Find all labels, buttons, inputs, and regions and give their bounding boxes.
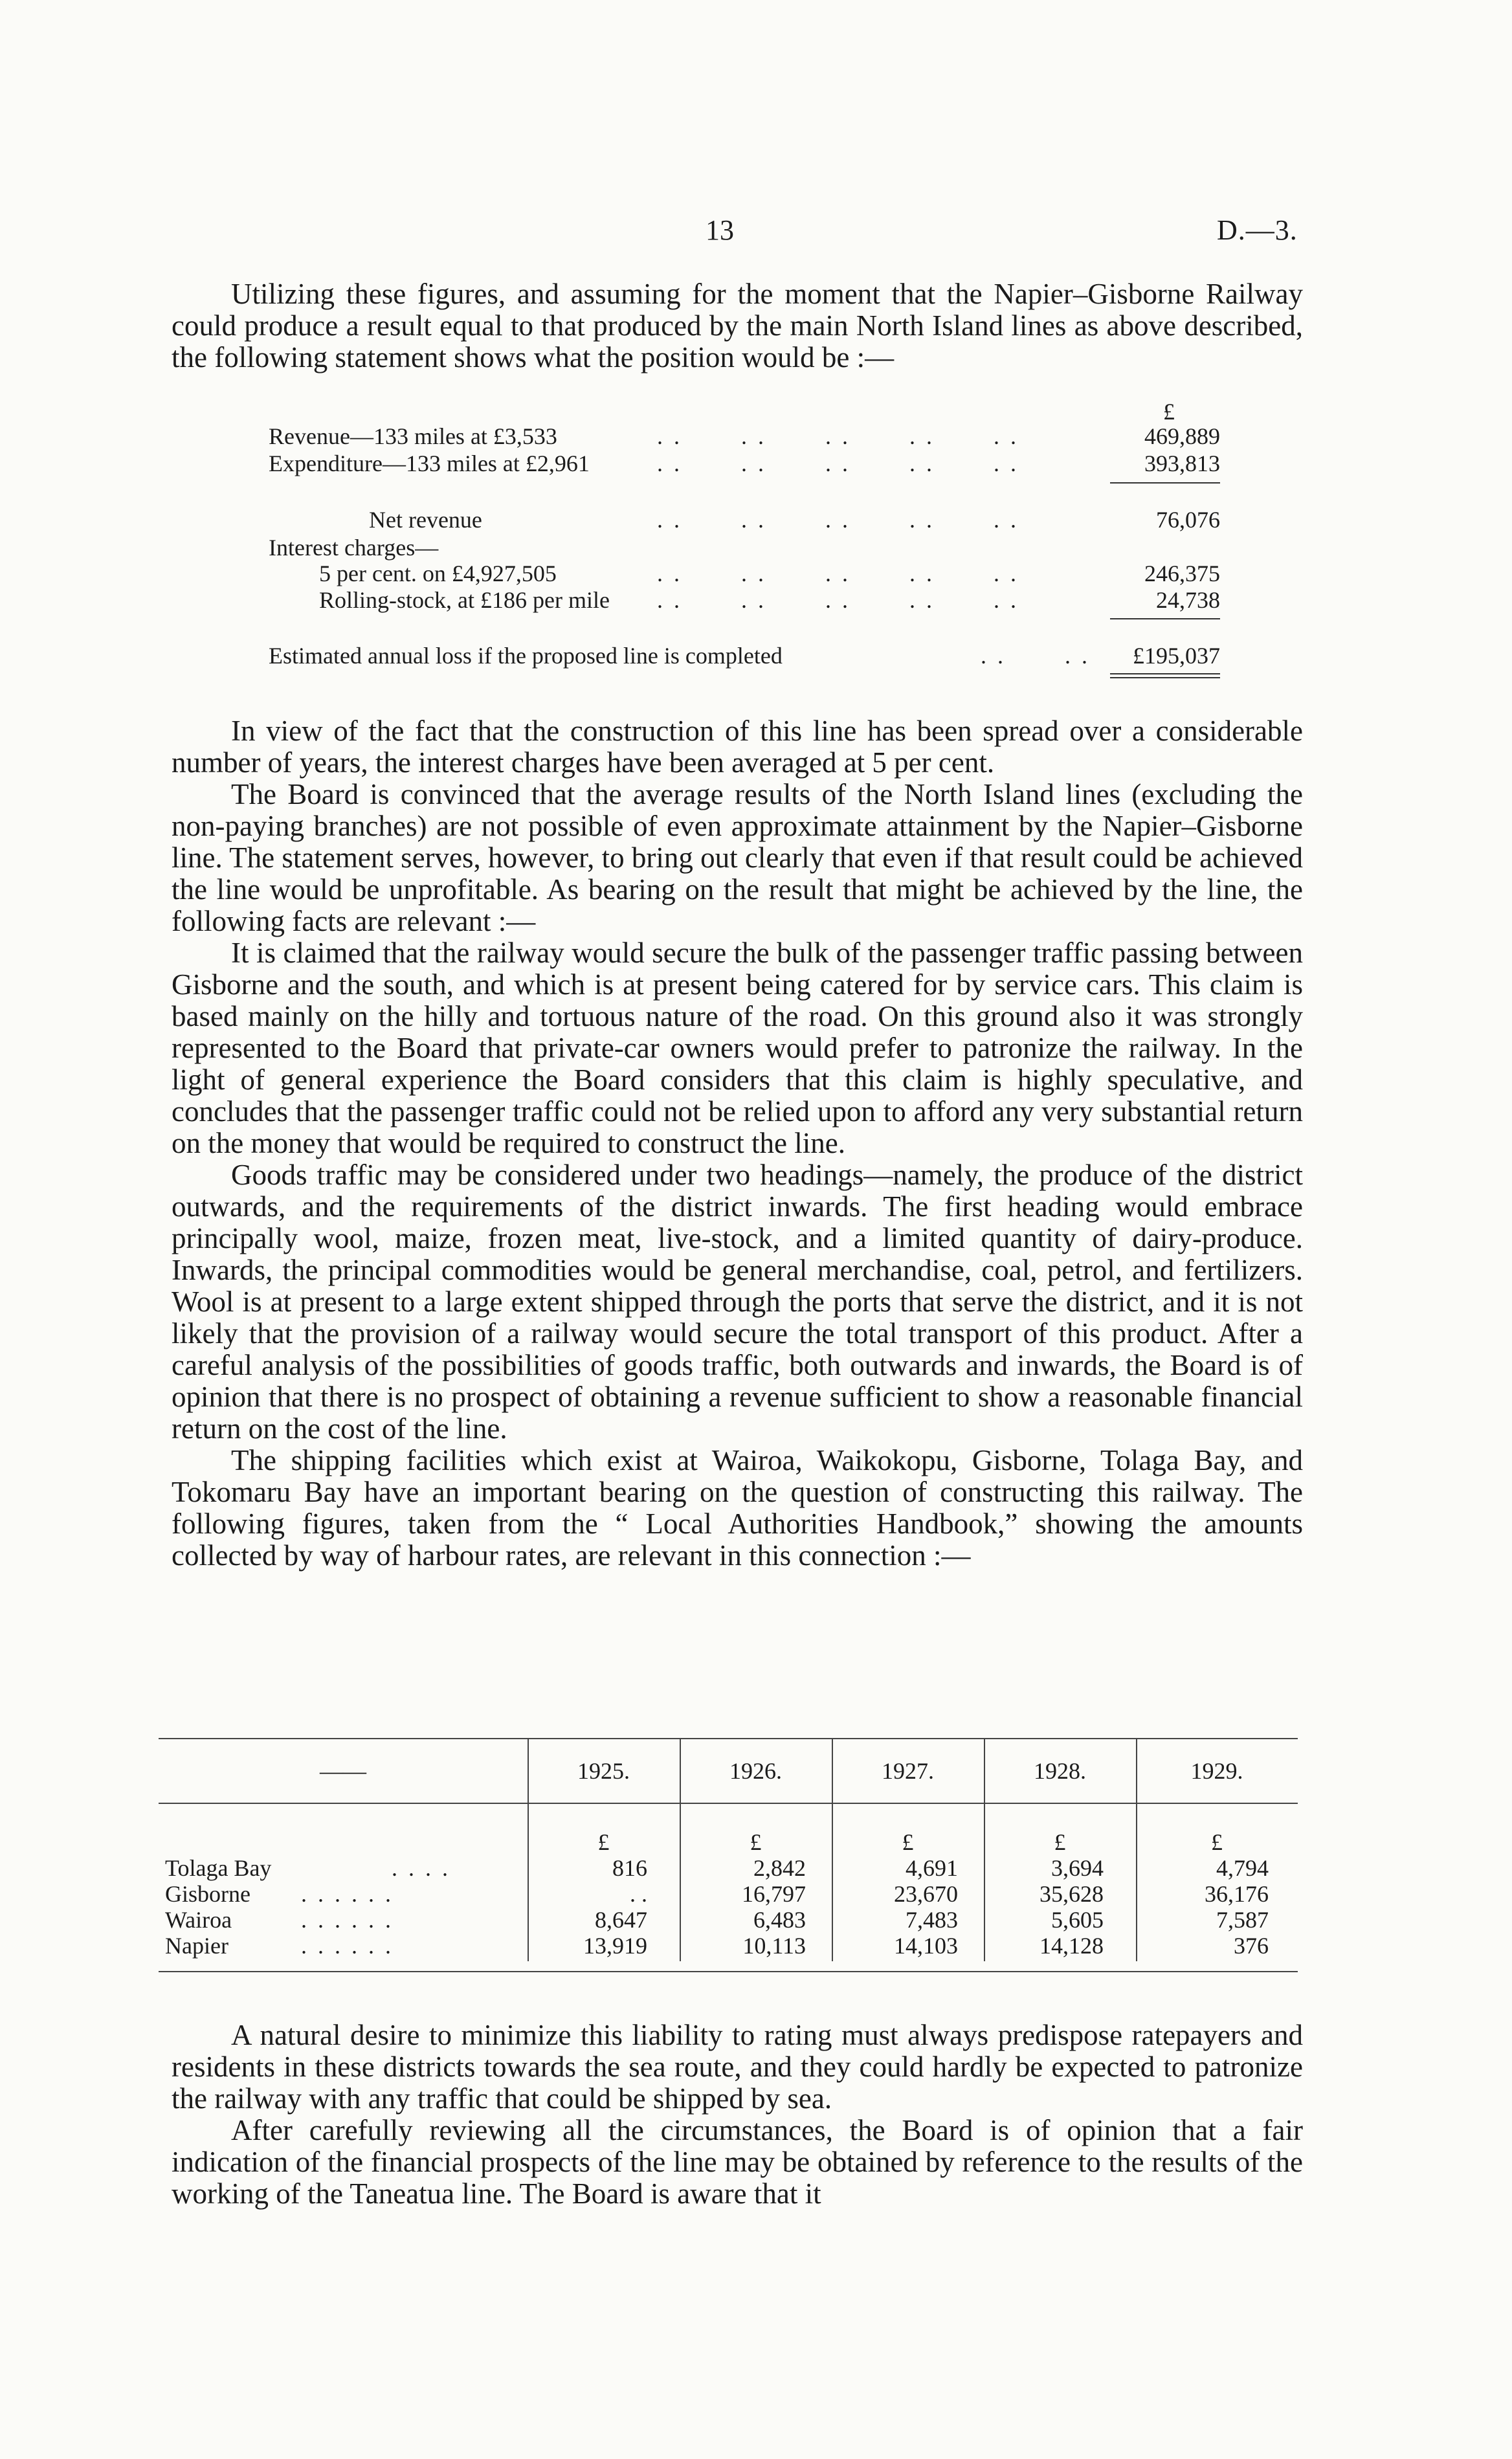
leader-dots: . . . . . . <box>301 1881 394 1907</box>
loss-value: £195,037 <box>1133 643 1220 669</box>
interest-a-value: 246,375 <box>1144 561 1220 586</box>
table-cell: 14,103 <box>894 1933 958 1959</box>
column-header-1925: 1925. <box>577 1758 630 1784</box>
statement-row-interest <box>269 534 1220 562</box>
intro-paragraph: Utilizing these figures, and assuming for the moment that the Napier–Gisborne Railway could produce a result equal to that produced by the main North Island lines as above described, the following statement shows what the position would be :— <box>172 278 1303 373</box>
paragraph: The shipping facilities which exist at Wairoa, Waikokopu, Gisborne, Tolaga Bay, and Tokomaru Bay have an important bearing on the question of constructing this railway. The following figures, taken from the “ Local Authorities Handbook,” showing the amounts collected by way of harbour rates, are relevant in this connection :— <box>172 1444 1303 1572</box>
interest-b-value: 24,738 <box>1156 587 1220 613</box>
row-label: Gisborne <box>165 1881 250 1907</box>
table-cell: 8,647 <box>595 1907 647 1933</box>
paragraph: A natural desire to minimize this liability to rating must always predispose ratepayers and residents in these districts towards the sea route, and they could hardly be expected to patronize the railway with any traffic that could be shipped by sea. <box>172 2019 1303 2115</box>
table-cell: 7,587 <box>1216 1907 1269 1933</box>
table-cell: 14,128 <box>1040 1933 1104 1959</box>
table-cell: 16,797 <box>742 1881 806 1907</box>
paragraph: Goods traffic may be considered under two headings—namely, the produce of the district outwards, and the requirements of the district inwards. The first heading would embrace principally wool, maize, frozen meat, live-stock, and a limited quantity of dairy-produce. Inwards, the principal commodities would be general merchandise, coal, petrol, and fertilizers. Wool is at present to a large extent shipped through the ports that serve the district, and it is not likely that the provision of a railway would secure the total transport of this product. After a careful analysis of the possibilities of goods traffic, both outwards and inwards, the Board is of opinion that there is no prospect of obtaining a revenue sufficient to show a reasonable financial return on the cost of the line. <box>172 1159 1303 1445</box>
table-cell: 7,483 <box>906 1907 958 1933</box>
table-cell: 376 <box>1234 1933 1269 1959</box>
statement-row-interest-b <box>269 586 1220 615</box>
revenue-value: 469,889 <box>1144 423 1220 449</box>
double-rule <box>1110 673 1220 674</box>
column-header-1927: 1927. <box>882 1758 934 1784</box>
statement-row-expenditure <box>269 450 1220 478</box>
body-text <box>172 715 1303 1572</box>
table-cell: 35,628 <box>1040 1881 1104 1907</box>
expenditure-label: Expenditure—133 miles at £2,961 <box>269 451 590 476</box>
leader-dots: . . . . <box>981 643 1090 669</box>
table-cell: 3,694 <box>1051 1855 1104 1881</box>
table-cell: 10,113 <box>742 1933 806 1959</box>
harbour-rates-table <box>159 1738 1298 2003</box>
document-reference: D.—3. <box>1217 214 1298 246</box>
table-rule <box>159 1971 1298 1972</box>
table-cell: 4,794 <box>1216 1855 1269 1881</box>
leader-dots: . . . . . . . . . . <box>657 507 1019 533</box>
table-corner: —— <box>320 1758 366 1784</box>
table-rule <box>159 1803 1298 1804</box>
leader-dots: . . . . . . . . . . <box>657 561 1019 586</box>
closing-text <box>172 2019 1303 2210</box>
row-label: Tolaga Bay <box>165 1855 272 1881</box>
row-label: Napier <box>165 1933 228 1959</box>
currency-mark: £ <box>597 1829 610 1855</box>
statement-row-revenue <box>269 423 1220 451</box>
column-header-1929: 1929. <box>1190 1758 1243 1784</box>
leader-dots: . . . . . . . . . . <box>657 423 1019 449</box>
paragraph: It is claimed that the railway would secure the bulk of the passenger traffic passing between Gisborne and the south, and which is at present being catered for by service cars. This claim is based mainly on the hilly and tortuous nature of the road. On this ground also it was strongly represented to the Board that private-car owners would prefer to patronize the railway. In the light of general experience the Board considers that this claim is highly speculative, and concludes that the passenger traffic could not be relied upon to afford any very substantial return on the money that would be required to construct the line. <box>172 937 1303 1159</box>
double-rule <box>1110 677 1220 678</box>
leader-dots: . . . . . . . . . . <box>657 451 1019 476</box>
paragraph: The Board is convinced that the average results of the North Island lines (excluding the non-paying branches) are not possible of even approximate attainment by the Napier–Gisborne line. The statement serves, however, to bring out clearly that even if that result could be achieved the line would be unprofitable. As bearing on the result that might be achieved by the line, the following facts are relevant :— <box>172 778 1304 937</box>
interest-b-label: Rolling-stock, at £186 per mile <box>319 587 610 613</box>
net-revenue-label: Net revenue <box>369 507 482 533</box>
sum-rule <box>1110 618 1220 619</box>
currency-mark: £ <box>902 1829 914 1855</box>
column-header-1926: 1926. <box>729 1758 782 1784</box>
paragraph: After carefully reviewing all the circumstances, the Board is of opinion that a fair indication of the financial prospects of the line may be obtained by reference to the results of the working of the Taneatua line. The Board is aware that it <box>172 2114 1303 2210</box>
table-cell: 23,670 <box>894 1881 958 1907</box>
page-header <box>0 214 1512 252</box>
table-cell: 6,483 <box>753 1907 806 1933</box>
statement-row-net <box>269 506 1220 535</box>
interest-a-label: 5 per cent. on £4,927,505 <box>319 561 557 586</box>
statement-row-loss <box>269 642 1220 671</box>
table-cell: 36,176 <box>1205 1881 1269 1907</box>
revenue-label: Revenue—133 miles at £3,533 <box>269 423 557 449</box>
leader-dots: . . . . . . <box>301 1907 394 1933</box>
column-header-1928: 1928. <box>1034 1758 1086 1784</box>
page-number: 13 <box>706 214 734 246</box>
currency-mark: £ <box>750 1829 762 1855</box>
table-cell: 5,605 <box>1051 1907 1104 1933</box>
sum-rule <box>1110 482 1220 484</box>
leader-dots: . . . . <box>392 1855 450 1881</box>
table-cell: 816 <box>612 1855 647 1881</box>
leader-dots: . . . . . . <box>301 1933 394 1959</box>
net-revenue-value: 76,076 <box>1156 507 1220 533</box>
expenditure-value: 393,813 <box>1144 451 1220 476</box>
currency-mark: £ <box>1054 1829 1066 1855</box>
interest-label: Interest charges— <box>269 535 439 561</box>
table-cell: 4,691 <box>906 1855 958 1881</box>
currency-heading: £ <box>1163 399 1175 425</box>
leader-dots: . . . . . . . . . . <box>657 587 1019 613</box>
table-cell: 13,919 <box>583 1933 647 1959</box>
statement-row-interest-a <box>269 560 1220 588</box>
currency-mark: £ <box>1211 1829 1223 1855</box>
table-cell: 2,842 <box>753 1855 806 1881</box>
loss-label: Estimated annual loss if the proposed line is completed <box>269 643 783 669</box>
table-rule <box>159 1738 1298 1739</box>
row-label: Wairoa <box>165 1907 232 1933</box>
paragraph: In view of the fact that the construction of this line has been spread over a considerable number of years, the interest charges have been averaged at 5 per cent. <box>172 715 1303 779</box>
table-cell: . . <box>630 1881 647 1907</box>
